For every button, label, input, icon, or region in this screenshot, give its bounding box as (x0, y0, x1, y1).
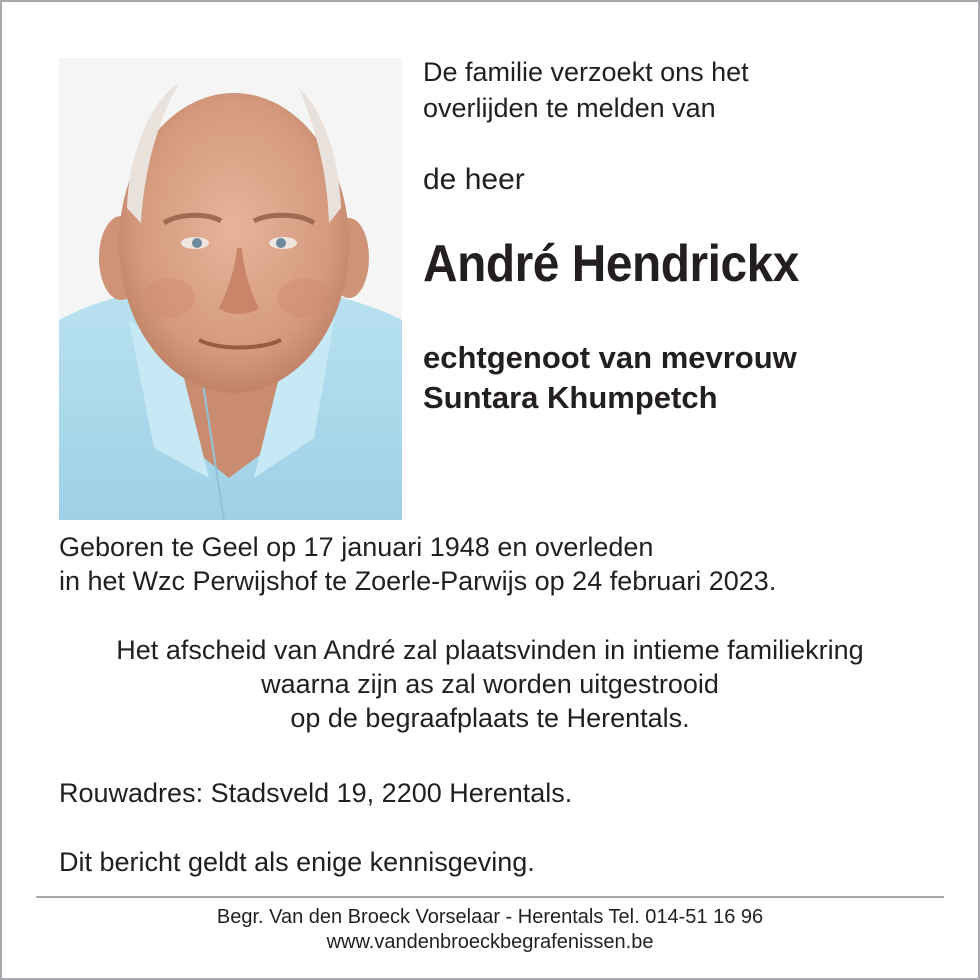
birth-death-text (59, 530, 776, 598)
website-link[interactable]: www.vandenbroeckbegrafenissen.be (326, 931, 654, 953)
farewell-line-3: op de begraafplaats te Herentals. (290, 703, 690, 733)
notice-text: Dit bericht geldt als enige kennisgeving. (59, 847, 535, 877)
spouse-text (423, 338, 797, 418)
mourning-address: Rouwadres: Stadsveld 19, 2200 Herentals. (59, 778, 573, 808)
spouse-line-2: Suntara Khumpetch (423, 380, 718, 415)
deceased-name: André Hendrickx (423, 235, 799, 293)
portrait-photo (59, 58, 402, 520)
portrait-photo-icon (59, 58, 402, 520)
farewell-text (0, 633, 980, 735)
intro-line-1: De familie verzoekt ons het (423, 57, 749, 87)
birth-death-line-1: Geboren te Geel op 17 januari 1948 en overleden (59, 532, 654, 562)
footer (0, 905, 980, 955)
farewell-line-2: waarna zijn as zal worden uitgestrooid (261, 669, 719, 699)
honorific: de heer (423, 163, 525, 196)
farewell-line-1: Het afscheid van André zal plaatsvinden in intieme familiekring (116, 635, 864, 665)
spouse-line-1: echtgenoot van mevrouw (423, 340, 797, 375)
intro-text (423, 54, 749, 126)
footer-divider (36, 896, 944, 898)
intro-line-2: overlijden te melden van (423, 93, 716, 123)
birth-death-line-2: in het Wzc Perwijshof te Zoerle-Parwijs op 24 februari 2023. (59, 566, 777, 596)
funeral-home-line: Begr. Van den Broeck Vorselaar - Herentals Tel. 014-51 16 96 (216, 906, 764, 928)
